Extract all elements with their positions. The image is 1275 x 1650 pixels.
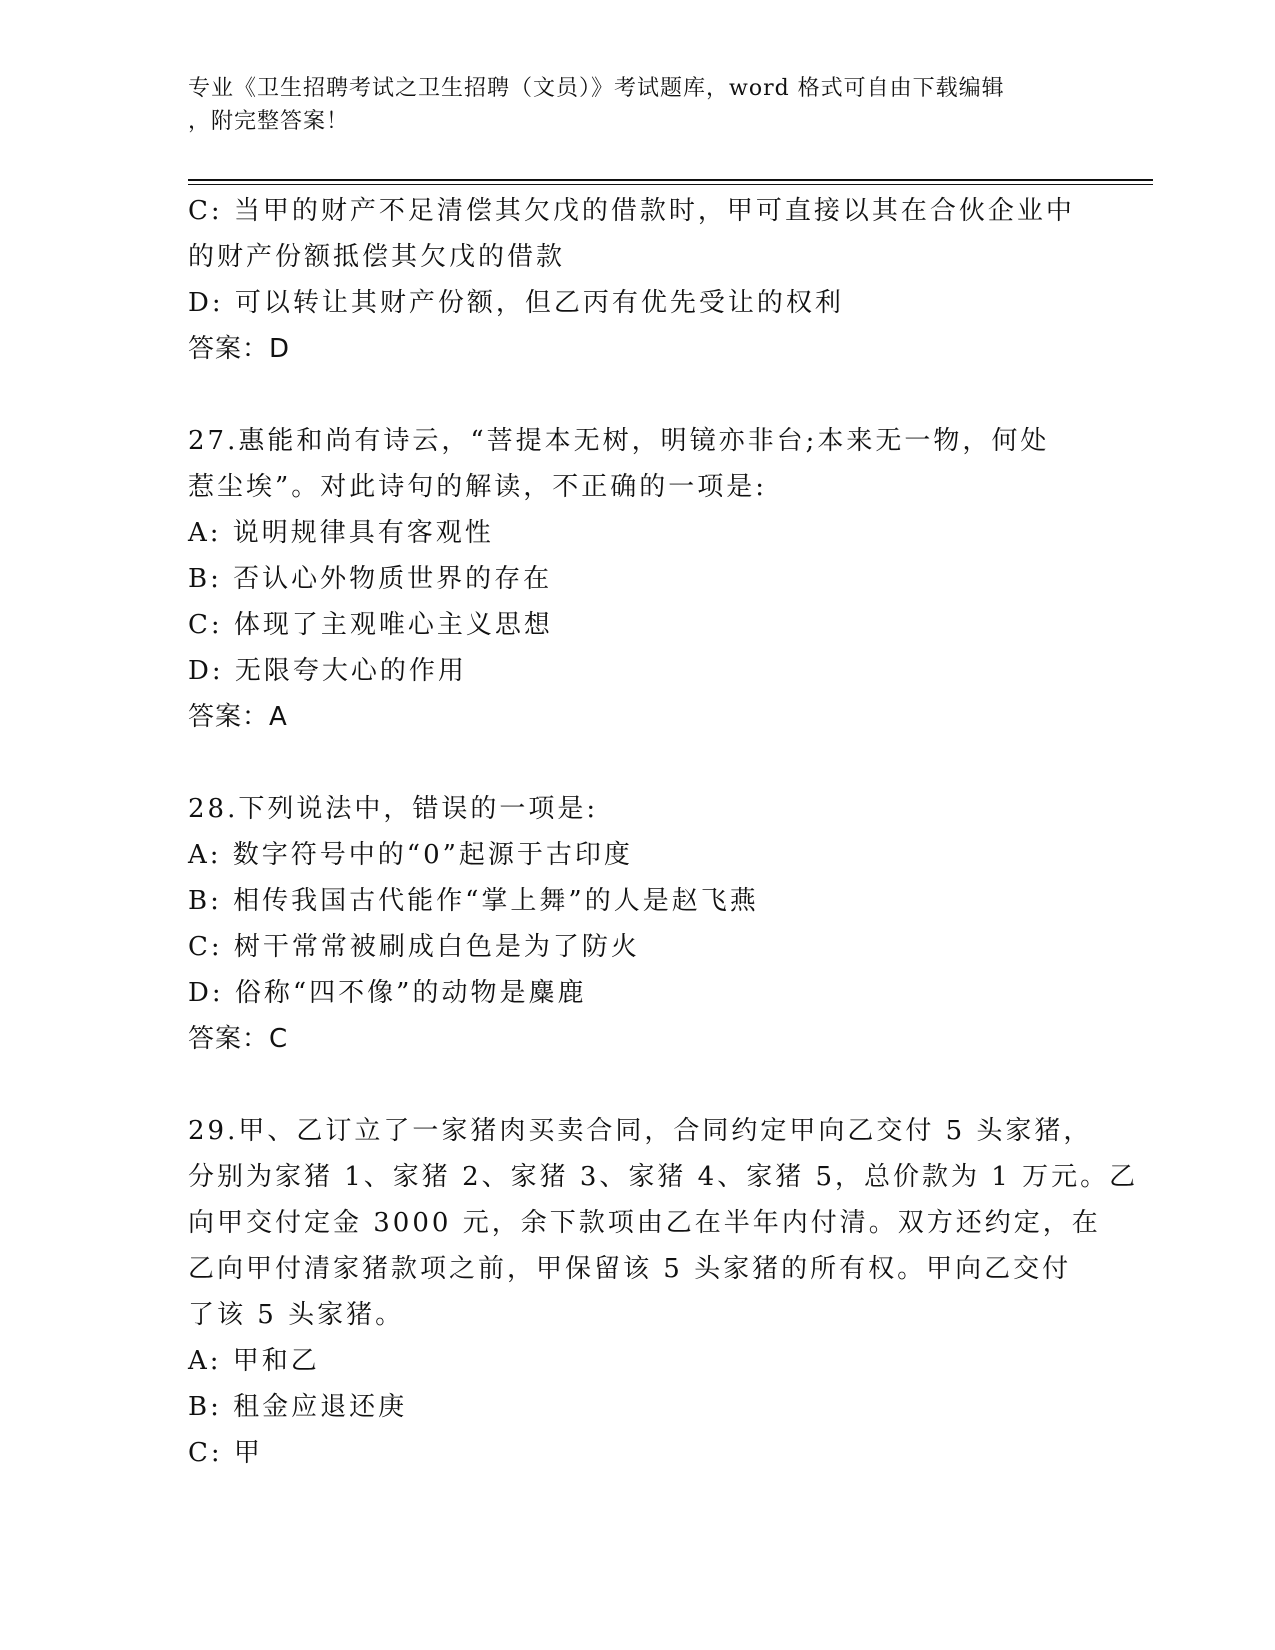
question-stem-line-2: 分别为家猪 1、家猪 2、家猪 3、家猪 4、家猪 5，总价款为 1 万元。乙 [188, 1162, 1139, 1192]
option-d: D: 无限夸大心的作用 [188, 656, 467, 686]
option-c-line-1: C: 当甲的财产不足清偿其欠戊的借款时，甲可直接以其在合伙企业中 [188, 196, 1075, 226]
question-block-28 [188, 786, 1088, 1062]
question-content [188, 188, 1139, 1476]
option-c: C: 甲 [188, 1438, 263, 1468]
question-stem-line-5: 了该 5 头家猪。 [188, 1300, 405, 1330]
answer: 答案：D [188, 334, 291, 364]
question-stem-line-1: 29.甲、乙订立了一家猪肉买卖合同，合同约定甲向乙交付 5 头家猪， [188, 1116, 1093, 1146]
option-c-line-2: 的财产份额抵偿其欠戊的借款 [188, 242, 566, 272]
option-b: B: 相传我国古代能作“掌上舞”的人是赵飞燕 [188, 886, 759, 916]
question-block-29 [188, 1108, 1139, 1476]
option-b: B: 否认心外物质世界的存在 [188, 564, 553, 594]
document-header [188, 72, 1088, 138]
header-line-2: ，附完整答案！ [188, 109, 350, 134]
option-b: B: 租金应退还庚 [188, 1392, 408, 1422]
question-stem: 28.下列说法中，错误的一项是: [188, 794, 599, 824]
question-stem-line-1: 27.惠能和尚有诗云，“菩提本无树，明镜亦非台;本来无一物，何处 [188, 426, 1050, 456]
header-divider-thin [188, 184, 1153, 185]
option-a: A: 数字符号中的“0”起源于古印度 [188, 840, 633, 870]
option-d: D: 可以转让其财产份额，但乙丙有优先受让的权利 [188, 288, 844, 318]
question-block-26 [188, 188, 1088, 372]
header-divider-thick [188, 179, 1153, 181]
answer: 答案：A [188, 702, 288, 732]
header-line-1: 专业《卫生招聘考试之卫生招聘（文员）》考试题库，word 格式可自由下载编辑 [188, 76, 1005, 101]
option-c: C: 体现了主观唯心主义思想 [188, 610, 553, 640]
spacer [188, 1062, 1088, 1108]
option-c: C: 树干常常被刷成白色是为了防火 [188, 932, 640, 962]
question-stem-line-3: 向甲交付定金 3000 元，余下款项由乙在半年内付清。双方还约定，在 [188, 1208, 1101, 1238]
question-stem-line-2: 惹尘埃”。对此诗句的解读，不正确的一项是: [188, 472, 768, 502]
option-d: D: 俗称“四不像”的动物是麋鹿 [188, 978, 587, 1008]
option-a: A: 说明规律具有客观性 [188, 518, 494, 548]
answer: 答案：C [188, 1024, 289, 1054]
question-block-27 [188, 418, 1088, 740]
spacer [188, 372, 1088, 418]
spacer [188, 740, 1088, 786]
question-stem-line-4: 乙向甲付清家猪款项之前，甲保留该 5 头家猪的所有权。甲向乙交付 [188, 1254, 1072, 1284]
option-a: A: 甲和乙 [188, 1346, 320, 1376]
